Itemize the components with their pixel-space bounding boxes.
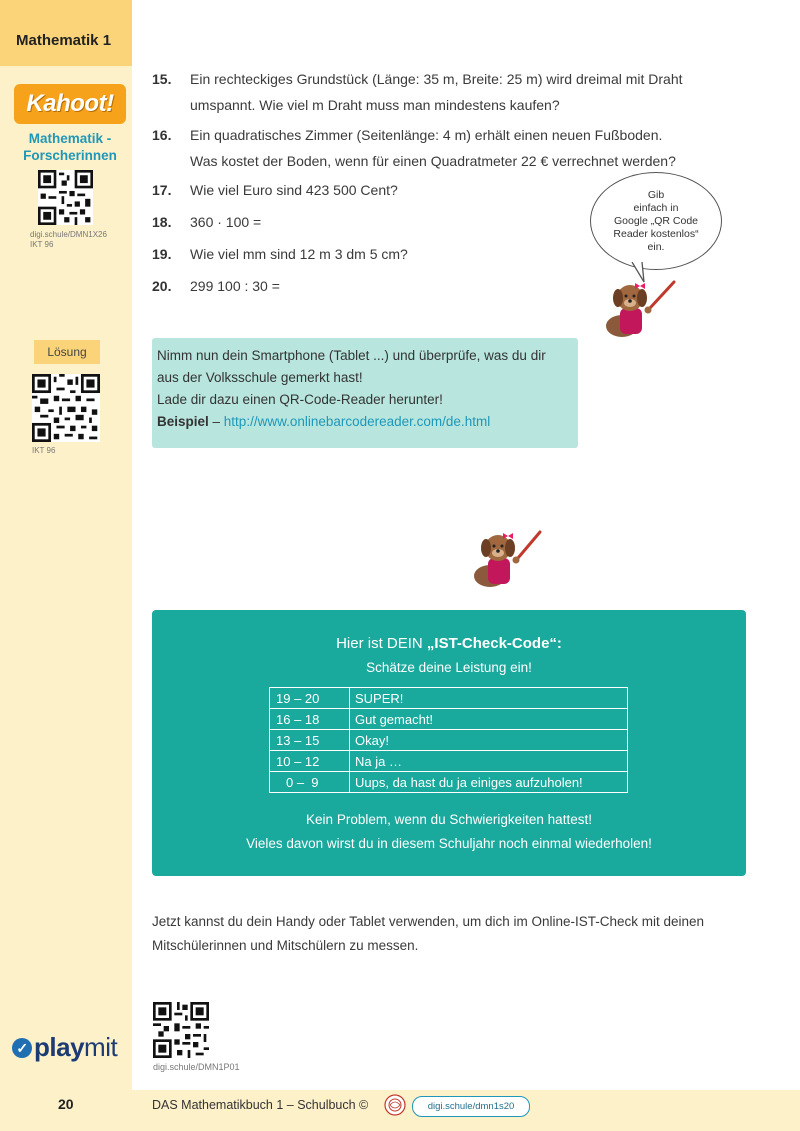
score-range: 19 – 20 <box>270 688 350 709</box>
info-example <box>157 411 546 433</box>
bubble-line: Reader kostenlos“ <box>613 228 699 240</box>
dog-teacher-illustration <box>600 278 680 340</box>
ist-check-footer <box>152 808 746 856</box>
kahoot-subtitle-line1: Mathematik - <box>28 131 112 146</box>
qr-code-kahoot-link: digi.schule/DMN1X26 <box>30 230 107 239</box>
ist-check-title-prefix: Hier ist DEIN <box>336 635 427 652</box>
score-table <box>269 687 628 793</box>
score-range: 10 – 12 <box>270 751 350 772</box>
kahoot-logo[interactable] <box>14 84 126 124</box>
task-text: Wie viel mm sind 12 m 3 dm 5 cm? <box>190 246 408 262</box>
info-line: aus der Volksschule gemerkt hast! <box>157 370 363 385</box>
qr-code-kahoot[interactable] <box>38 170 93 225</box>
qr-code-online-check-link: digi.schule/DMN1P01 <box>153 1062 240 1072</box>
ist-check-title-bold: „IST-Check-Code“: <box>426 635 562 652</box>
table-row <box>270 751 628 772</box>
check-icon: ✓ <box>12 1038 32 1058</box>
table-row <box>270 772 628 793</box>
qr-reader-info-box <box>152 338 578 448</box>
task-number: 17. <box>152 182 172 198</box>
speech-bubble <box>590 172 722 270</box>
bottom-line: Jetzt kannst du dein Handy oder Tablet verwenden, um dich im Online-IST-Check mit deinen <box>152 914 705 929</box>
qr-code-solution-ikt: IKT 96 <box>32 446 56 455</box>
ist-check-box <box>152 610 746 876</box>
table-row <box>270 688 628 709</box>
page-number: 20 <box>58 1096 74 1112</box>
playmit-logo[interactable] <box>12 1032 117 1063</box>
score-label: Gut gemacht! <box>350 709 628 730</box>
kahoot-subtitle-line2: Forscherinnen <box>23 148 117 163</box>
task-text <box>190 122 750 174</box>
task-number: 18. <box>152 214 172 230</box>
task-text-line: Was kostet der Boden, wenn für einen Quadratmeter 22 € verrechnet werden? <box>190 153 676 169</box>
ist-check-footer-line: Vieles davon wirst du in diesem Schuljahr noch einmal wiederholen! <box>246 836 652 851</box>
playmit-logo-mit: mit <box>84 1032 118 1062</box>
example-separator: – <box>208 414 224 429</box>
score-range: 0 – 9 <box>270 772 350 793</box>
task-number: 19. <box>152 246 172 262</box>
playmit-logo-play: play <box>34 1032 85 1062</box>
info-box-text <box>157 345 546 433</box>
task-text: 299 100 : 30 = <box>190 278 280 294</box>
speech-bubble-text <box>601 189 711 254</box>
qr-code-solution[interactable] <box>32 374 100 442</box>
score-label: SUPER! <box>350 688 628 709</box>
task-number: 15. <box>152 71 172 87</box>
example-label: Beispiel <box>157 414 209 429</box>
task-number: 20. <box>152 278 172 294</box>
publisher-logo-icon <box>384 1094 406 1116</box>
qr-code-kahoot-caption <box>30 230 107 250</box>
ist-check-footer-line: Kein Problem, wenn du Schwierigkeiten hattest! <box>306 812 592 827</box>
info-line: Nimm nun dein Smartphone (Tablet ...) und überprüfe, was du dir <box>157 348 546 363</box>
online-check-text <box>152 910 752 958</box>
chapter-header <box>0 0 132 66</box>
ist-check-title <box>152 635 746 652</box>
score-label: Na ja … <box>350 751 628 772</box>
bubble-line: Gib <box>647 189 665 201</box>
solution-label: Lösung <box>34 340 100 364</box>
ist-check-subtitle: Schätze deine Leistung ein! <box>366 660 532 675</box>
task-text: 360 · 100 = <box>190 214 262 230</box>
score-range: 13 – 15 <box>270 730 350 751</box>
kahoot-label: Kahoot! <box>26 90 114 117</box>
bubble-line: Google „QR Code <box>613 215 699 227</box>
bubble-line: einfach in <box>633 202 679 214</box>
info-line: Lade dir dazu einen QR-Code-Reader herunter! <box>157 392 443 407</box>
score-label: Okay! <box>350 730 628 751</box>
chapter-title: Mathematik 1 <box>16 32 112 49</box>
task-text-line: umspannt. Wie viel m Draht muss man mindestens kaufen? <box>190 97 560 113</box>
qr-code-kahoot-ikt: IKT 96 <box>30 240 54 249</box>
book-title: DAS Mathematikbuch 1 – Schulbuch © <box>152 1098 369 1112</box>
example-link[interactable]: http://www.onlinebarcodereader.com/de.html <box>223 414 491 429</box>
task-text: Wie viel Euro sind 423 500 Cent? <box>190 182 398 198</box>
score-range: 16 – 18 <box>270 709 350 730</box>
task-text <box>190 66 750 118</box>
bubble-line: ein. <box>647 241 665 253</box>
qr-code-online-check[interactable] <box>153 1002 209 1058</box>
bottom-line: Mitschülerinnen und Mitschülern zu messen. <box>152 938 419 953</box>
kahoot-subtitle[interactable] <box>0 130 140 164</box>
task-text-line: Ein quadratisches Zimmer (Seitenlänge: 4 m) erhält einen neuen Fußboden. <box>190 127 663 143</box>
table-row <box>270 709 628 730</box>
dog-teacher-illustration <box>468 528 548 590</box>
footer-link[interactable]: digi.schule/dmn1s20 <box>412 1096 530 1117</box>
task-text-line: Ein rechteckiges Grundstück (Länge: 35 m, Breite: 25 m) wird dreimal mit Draht <box>190 71 683 87</box>
table-row <box>270 730 628 751</box>
score-label: Uups, da hast du ja einiges aufzuholen! <box>350 772 628 793</box>
task-number: 16. <box>152 127 172 143</box>
